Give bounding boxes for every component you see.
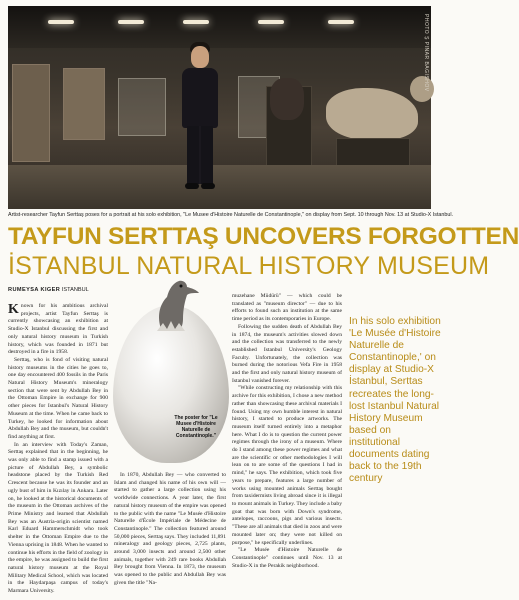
display-case bbox=[118, 78, 166, 136]
byline bbox=[8, 287, 89, 293]
artist-shoe bbox=[201, 183, 215, 189]
pull-quote: In his solo exhibition 'Le Musée d'Histoire Naturelle de Constantinople,' on display at Studio-X İstanbul, Serttas recreates the long-lost Istanbul Natural History Museum based on institutional documents dating back to the 19th century bbox=[349, 316, 441, 485]
poster-label: The poster for "Le Musee d'Histoire Naturelle de Constantinople." bbox=[174, 415, 218, 439]
headline-line-1: TAYFUN SERTTAŞ UNCOVERS FORGOTTEN bbox=[8, 223, 519, 250]
ceiling-light bbox=[328, 20, 354, 24]
artist-body bbox=[182, 68, 218, 128]
article-paragraph bbox=[8, 303, 108, 357]
mounted-animal bbox=[270, 78, 304, 120]
gallery-floor bbox=[8, 165, 431, 209]
article-paragraph: Following the sudden death of Abdullah Bey in 1874, the museum's activities slowed down and the collection was transferred to the newly established Istanbul University's Geology Faculty. Unfortunately, the collection was burned during the notorious Vefa Fire in 1958 and the first and only natural history museum of Istanbul vanished forever. bbox=[232, 323, 342, 384]
dropcap: K bbox=[8, 302, 19, 317]
ceiling-light bbox=[183, 20, 209, 24]
gallery-ceiling bbox=[8, 6, 431, 48]
artist-head bbox=[191, 46, 209, 68]
hatching-bird-illustration bbox=[143, 279, 201, 331]
article-column-1 bbox=[8, 303, 108, 596]
wall-panel bbox=[12, 64, 50, 162]
photo-credit: PHOTO Ş PINAR BAGISHOV bbox=[423, 14, 429, 92]
article-paragraph: In 1870, Abdullah Bey — who converted to Islam and changed his name of his own will — started to gather a large collection using his worldwide connections. A year later, the first natural history museum of the empire was opened to the public with the name "Le Musée d'Histoire Naturelle d'École Impériale de Médecine de Constantinople." The collection featured around 50,000 pieces, Serttaş says. They included 11,891 mineralogy and geology pieces, 2,725 plants, around 3,000 insects and around 2,500 other animals, together with 249 rare books Abdullah Bey brought from Vienna. In 1873, the museum was opened to the public and Abdullah Bey was given the title "Na- bbox=[114, 472, 226, 586]
article-column-3 bbox=[232, 293, 342, 570]
ceiling-light bbox=[48, 20, 74, 24]
byline-location: ISTANBUL bbox=[61, 287, 89, 293]
poster-image bbox=[113, 283, 231, 473]
mounted-rhino-head bbox=[410, 76, 434, 102]
ceiling-light bbox=[118, 20, 144, 24]
exhibition-photo bbox=[8, 6, 431, 209]
byline-author: RUMEYSA KIGER bbox=[8, 287, 61, 293]
artist-legs bbox=[187, 126, 213, 184]
wall-panel bbox=[63, 68, 105, 140]
article-paragraph: "While constructing my relationship with this archive for this exhibition, I chose a new method rather than showcasing these archival materials I found. Using my own humble interest in natural history, I started to produce artworks. The museum itself turned entirely into a metaphor here. What I do is to question the current power regimes through the irony of a museum. Where do I stand among these power regimes and what are the scientific or other methodologies I will lean on to are some of the questions I had in mind," he says. The exhibition, which took five years to prepare, features a large number of works using mounted animals Serttaş bought from taxidermists living abroad since it is illegal to mount animals in Turkey. They include a baby goat that was born with Down's syndrome, antelopes, raccoons, pigs and various insects. "These are all animals that died in zoos and were mounted later on; they were not killed on purpose," he specifically underlines. bbox=[232, 385, 342, 546]
article-column-2 bbox=[114, 472, 226, 588]
paragraph-text: nown for his ambitious archival projects, artist Tayfun Serttaş is currently showcasing an exhibition at Studio-X Istanbul discussing the first and only natural history museum in Turkish history, which was founded in 1871 but destroyed in a fire in 1958. bbox=[8, 303, 108, 356]
article-paragraph: Serttaş, who is fond of visiting natural history museums in the cities he goes to, one day encountered 400 fossils in the Paris Natural History Museum's mineralogy section that were sent by Abdullah Bey in the Ottoman Empire in exchange for 900 other pieces for Istanbul's Natural History Museum at the time. When he came back to Turkey, he looked for information about Abdullah Bey and the museum, but couldn't find anything at first. bbox=[8, 356, 108, 440]
headline-line-2: İSTANBUL NATURAL HISTORY MUSEUM bbox=[8, 252, 490, 280]
article-paragraph: In an interview with Today's Zaman, Serttaş explained that in the beginning, he was only able to find a stamp issued with a picture of Abdullah Bey, a symbolic headstone placed by the Turkish Red Crescent because he was its founder and an ugly bust of him in Kızılay in Ankara. Later on, he looked at the historical documents of the museum in the Ottoman archives of the Prime Ministry and learned that Abdullah Bey was an Austria-origin scientist named Karl Eduard Hammerschmidt who took shelter in the Ottoman Empire due to the Vienna uprising in 1848. When he wanted to continue his efforts in the field of zoology in the empire, he was assigned to build the first natural history museum at the Royal Military Medical School, which was located in the Haydarpaşa campus of today's Marmara University. bbox=[8, 441, 108, 595]
photo-caption: Artist-researcher Tayfun Serttaş poses for a portrait at his solo exhibition, "Le Musee d'Histoire Naturelle de Constantinople," on display from Sept. 10 through Nov. 13 at Studio-X Istanbul. bbox=[8, 212, 454, 218]
article-paragraph: muzehane Müdürü" — which could be translated as "museum director" — due to his efforts to found such an institution at the same time period as its contemporaries in Europe. bbox=[232, 293, 342, 323]
article-paragraph: "Le Musée d'Histoire Naturelle de Constantinople" continues until Nov. 13 at Studio-X in the Perakik neighborhood. bbox=[232, 547, 342, 569]
ceiling-light bbox=[258, 20, 284, 24]
artist-shoe bbox=[185, 183, 199, 189]
mounted-rhino bbox=[326, 88, 418, 140]
